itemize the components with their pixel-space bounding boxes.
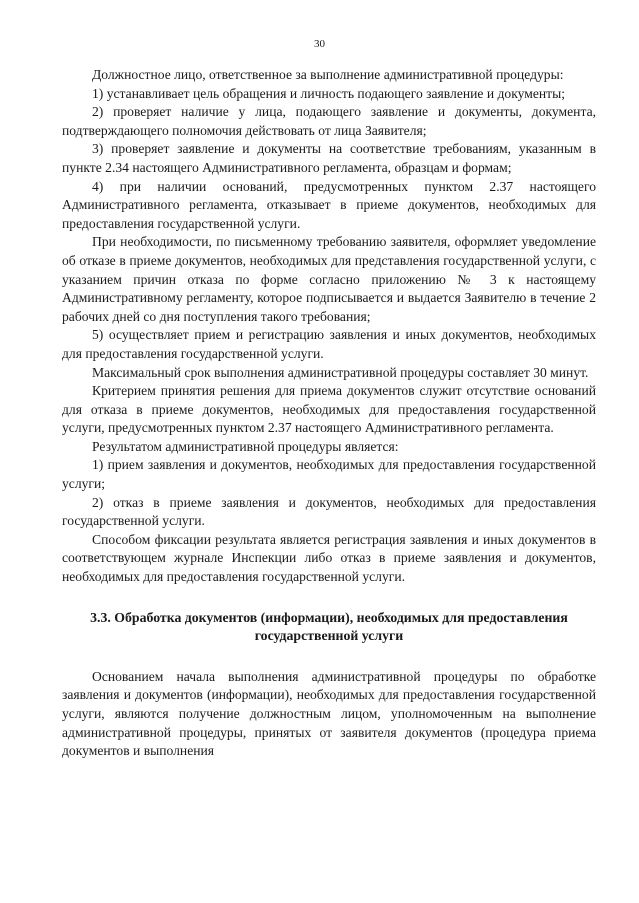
paragraph: Критерием принятия решения для приема документов служит отсутствие оснований для отказа в приеме документов, необходимых для предоставления государственной услуги, предусмотренных пунктом 2.37 настоящего Административного регламента. — [62, 383, 596, 436]
paragraph: Должностное лицо, ответственное за выполнение административной процедуры: — [92, 67, 564, 82]
paragraph: 1) устанавливает цель обращения и личность подающего заявление и документы; — [92, 85, 566, 101]
paragraph: 2) проверяет наличие у лица, подающего заявление и документы, документа, подтверждающего полномочия действовать от лица Заявителя; — [62, 104, 596, 138]
paragraph: 4) при наличии оснований, предусмотренных пунктом 2.37 настоящего Административного регламента, отказывает в приеме документов, необходимых для предоставления государственной услуги. — [62, 178, 596, 231]
paragraph: Максимальный срок выполнения административной процедуры составляет 30 минут. — [92, 364, 589, 380]
section-heading — [62, 609, 596, 646]
paragraph: 5) осуществляет прием и регистрацию заявления и иных документов, необходимых для предоставления государственной услуги. — [62, 327, 596, 361]
paragraph: 3) проверяет заявление и документы на соответствие требованиям, указанным в пункте 2.34 настоящего Административного регламента, образцам и формам; — [62, 141, 596, 175]
paragraph: 1) прием заявления и документов, необходимых для предоставления государственной услуги; — [62, 457, 596, 492]
section-heading-line: 3.3. Обработка документов (информации), необходимых для предоставления — [90, 609, 568, 625]
paragraph: Основанием начала выполнения административной процедуры по обработке заявления и документов (информации), необходимых для предоставления государственной услуги, являются получение должностным лицом, уполномоченным на выполнение административной процедуры, принятых от заявителя документов (процедура приема документов и выполнения — [62, 668, 596, 759]
paragraph: Результатом административной процедуры является: — [92, 438, 399, 454]
paragraph: 2) отказ в приеме заявления и документов, необходимых для предоставления государственной услуги. — [62, 494, 596, 529]
paragraph: Способом фиксации результата является регистрация заявления и иных документов в соответствующем журнале Инспекции либо отказ в приеме заявления и документов, необходимых для предоставления государственной услуги. — [62, 531, 596, 585]
document-body — [62, 66, 596, 761]
paragraph: При необходимости, по письменному требованию заявителя, оформляет уведомление об отказе в приеме документов, необходимых для представления государственной услуги, с указанием причин отказа по форме согласно приложению № 3 к настоящему Административному регламенту, которое подписывается и выдается Заявителю в течение 2 рабочих дней со дня поступления такого требования; — [62, 234, 596, 324]
page-number: 30 — [314, 38, 325, 50]
section-heading-line: государственной услуги — [254, 628, 404, 644]
